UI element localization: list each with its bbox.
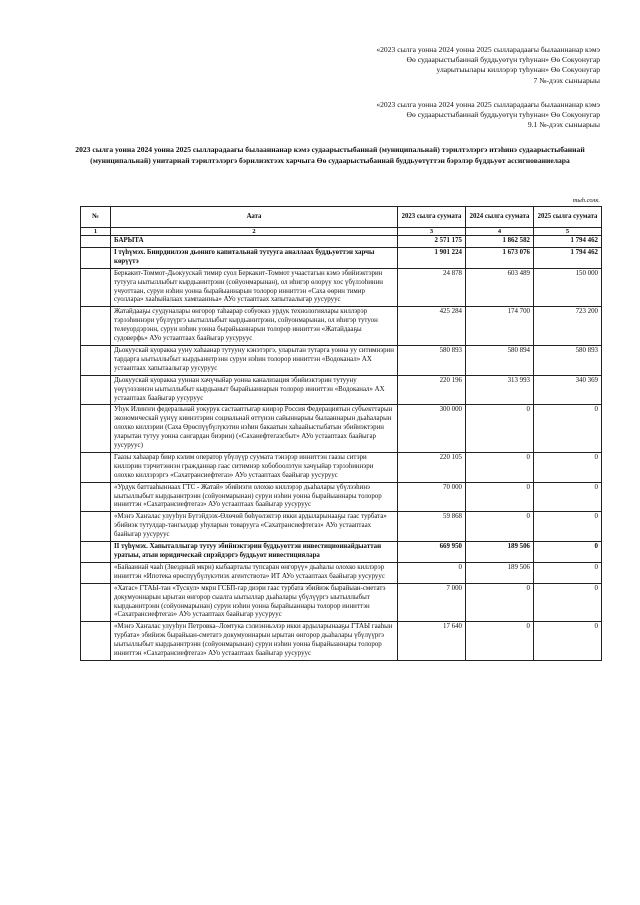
row-name: БАРЫТА <box>111 236 398 248</box>
value-2023: 1 901 224 <box>398 247 466 268</box>
value-2023: 0 <box>398 562 466 583</box>
row-number <box>81 512 111 542</box>
row-name: Уһук Илиҥҥи федеральнай уокурук састааптыгар киирэр Россия Федерациятын субъекттарын экономическай үүнүү киинэтэрин социальнай өттүнэн сайыннарыы былааннарын дьаһаларын олохко киллэрии (Саха Өрөспүүбүлүкэтин нэһин бакаатын хаһаайыстыбатын эбийиэктэрин уларытан тутуу уонна сангардан биэрии) («Саханефтегазсбыт» АУо устааптаах баайыгар уусуруус) <box>111 405 398 453</box>
table-section-row <box>81 236 602 248</box>
value-2023: 70 000 <box>398 482 466 512</box>
table-row <box>81 512 602 542</box>
row-number <box>81 236 111 248</box>
header-line: «2023 сылга уонна 2024 уонна 2025 сылларадаағы былааннанар кэмэ <box>376 100 600 109</box>
table-row <box>81 482 602 512</box>
row-name: II түһүмэх. Хапыталлыгар тутуу эбийиэктэрин буддьуөттэн инвестиционнайдыаттан уратыы, атын юридическай сирэйдэргэ буддьуөт инвестициялара <box>111 542 398 563</box>
table-section-row <box>81 247 602 268</box>
value-2025: 0 <box>534 405 602 453</box>
value-2024: 580 894 <box>466 345 534 375</box>
value-2023: 59 868 <box>398 512 466 542</box>
table-row <box>81 622 602 661</box>
column-header-2025: 2025 сылга суумата <box>534 207 602 228</box>
value-2024: 313 993 <box>466 375 534 405</box>
row-name: Гаазы хаһаарар биир кэлим оператор үбүлүүр суумата тэнэрэр инниттэн гаазы ситэри киллэрин тэрчитэннэн гражданнар гаас ситимнэр хобобоолэтун хачүыйар тэрээһиннэри олохко киллэрэргэ «Сахатрансиефтегаз» АУо устааптаах баайыгар уусуруус <box>111 452 398 482</box>
value-2025: 0 <box>534 452 602 482</box>
column-header-2024: 2024 сылга суумата <box>466 207 534 228</box>
row-name: «Урдук баттааһыннаах ГТС - Жатай» эбийиэги олохко киллэрэр дьаһалары үбүлээһинэ ыытыллыбыт кырдьаннтрэнн (сойуонмарынан) суруи нэһин уонна бырайыаннары толорор инниттэн «Сахатрансиефтегаз» АУо устааптаах баайыгар уусуруус <box>111 482 398 512</box>
row-name: «Байааннай чааһ (Звездный мкрн) кыбаарталы тупсаран өнгорүү» дьаһалы олохко киллэрэр инниттэн «Ипотека өрөспүүбүлүкэтиэх агентствота» ИТ АУо устааптаах баайыгар уусуруус <box>111 562 398 583</box>
value-2024: 0 <box>466 452 534 482</box>
value-2025: 0 <box>534 542 602 563</box>
row-number <box>81 268 111 307</box>
value-2025: 150 000 <box>534 268 602 307</box>
row-number <box>81 583 111 622</box>
row-number <box>81 405 111 453</box>
column-index: 4 <box>466 228 534 236</box>
value-2024: 189 506 <box>466 542 534 563</box>
row-number <box>81 482 111 512</box>
value-2024: 174 700 <box>466 307 534 346</box>
value-2024: 603 489 <box>466 268 534 307</box>
header-block-top <box>376 45 600 86</box>
value-2025: 0 <box>534 512 602 542</box>
row-name: «Мэҥэ Хаҥалас улууһун Петровка–Ломтука сэлиэнньэлэр икки ардыларынааҕы ГТАЫ гааһын турбата» эбийиэк бырайыан-сметатэ докумуоннарын ырытан өнгорор дьаһалары үбүлүүргэ ыытыллыбыт кырдьаннтрэнн (сойуонмарынан) суруи нэһин уонна бырайыаннары толорор инниттэн «Сахатрансиефтегаз» АУо устааптаах баайыгар уусуруус <box>111 622 398 661</box>
value-2024: 1 862 582 <box>466 236 534 248</box>
table-row <box>81 375 602 405</box>
value-2023: 425 284 <box>398 307 466 346</box>
column-header-name: Аата <box>111 207 398 228</box>
value-2025: 0 <box>534 622 602 661</box>
column-header-2023: 2023 сылга суумата <box>398 207 466 228</box>
header-line: 7 №-дээх сыныарыы <box>533 75 600 85</box>
value-2023: 220 196 <box>398 375 466 405</box>
column-index: 2 <box>111 228 398 236</box>
value-2023: 17 640 <box>398 622 466 661</box>
value-2024: 189 506 <box>466 562 534 583</box>
header-line: Өө судаарыстыбаннай буддьуөтүн туһунан» Өө Сокуонугар <box>406 110 600 120</box>
table-row <box>81 562 602 583</box>
table-row <box>81 405 602 453</box>
column-index: 5 <box>534 228 602 236</box>
table-row <box>81 583 602 622</box>
row-name: Беркакит-Томмот-Дьокуускай тимир суол Беркакит-Томмот учаастагын кэмэ эбийиэктэрин тутууга ыытыллыбыт кырдьаннтрэнн (сойуонмарынан), ол иһигэр өлорүу хос үбүлээһинин учуоттаан, суруи нэһин уонна бырайыаннарын толорор инниттэн «Саха өөрин тимир суоллара» хааһыйалаах хампаанньа» АУо устааптаах хапытаалыгар уусуруус <box>111 268 398 307</box>
column-index-row <box>81 228 602 236</box>
value-2025: 580 893 <box>534 345 602 375</box>
row-name: Жатайдааҕы суудуналары өнгорор таһаарар собуоккэ урдук технологиялары киллэрэр тэрээһиннэри үбүлүүргэ ыытыллыбыт кырдьаннтрэнн, сойуонмарынан, ол иһигэр тутуон телеуордэрэнн, суруи нэһин уонна бырайыаннарын толорор инниттэн «Жатайдааҕы судоверфь» АУо устааптаах баайыгар уусуруус <box>111 307 398 346</box>
header-line: Өө судаарыстыбаннай буддьуөтүн туһунан» Өө Сокуонугар <box>406 55 600 65</box>
row-name: «Мэҥэ Хаҥалас улууһун Бүтэйдээх-Өлөчөй бөһүөлэктэр икки ардыларынааҕы гаас турбата» эбийиэк тутулдар-тангылдар уһуларын товарууга «Сахатрансиефтегаз» АУо устааптаах баайыгар уусуруус <box>111 512 398 542</box>
row-number <box>81 345 111 375</box>
value-2024: 0 <box>466 583 534 622</box>
value-2025: 0 <box>534 562 602 583</box>
row-number <box>81 247 111 268</box>
row-number <box>81 562 111 583</box>
value-2023: 7 000 <box>398 583 466 622</box>
value-2025: 0 <box>534 583 602 622</box>
table-row <box>81 345 602 375</box>
row-number <box>81 452 111 482</box>
value-2025: 1 794 462 <box>534 247 602 268</box>
header-line: «2023 сылга уонна 2024 уонна 2025 сылларадаағы былааннанар кэмэ <box>376 45 600 54</box>
column-index: 1 <box>81 228 111 236</box>
value-2024: 1 673 076 <box>466 247 534 268</box>
header-line: 9.1 №-дээх сыныарыы <box>527 120 600 130</box>
value-2023: 580 893 <box>398 345 466 375</box>
row-number <box>81 542 111 563</box>
table-section-row <box>81 542 602 563</box>
budget-table <box>80 206 602 661</box>
value-2023: 2 571 175 <box>398 236 466 248</box>
value-2024: 0 <box>466 512 534 542</box>
column-index: 3 <box>398 228 466 236</box>
table-row <box>81 452 602 482</box>
table-body <box>81 236 602 661</box>
row-number <box>81 622 111 661</box>
value-2024: 0 <box>466 405 534 453</box>
column-header-no: № <box>81 207 111 228</box>
unit-label: тыһ.солк. <box>572 197 600 204</box>
document-title: 2023 сылга уонна 2024 уонна 2025 сылларадаағы былааннанар кэмэ судаарыстыбаннай (муниципальнай) тэрилтэлэргэ итэһинэ судаарыстыбаннай (муниципальнай) унитарнай тэрилтэлэргэ бэрилиэхтээх харчыга Өө судаарыстыбаннай буддьуөтүттэн бэрэлэр бүддьуөт ассигнованиелара <box>75 145 585 165</box>
value-2024: 0 <box>466 482 534 512</box>
table-row <box>81 268 602 307</box>
value-2023: 24 878 <box>398 268 466 307</box>
row-number <box>81 375 111 405</box>
row-name: Дьокуускай куоракка ууннан хачүчыйар уонна канализация эбийиэктэрин тутууну үөүүэзэзннэн ыытыллыбыт кырдьаныт бырайыаннарын толорор инниттэн «Водоканал» АХ устааптаах баайыгар уусуруус <box>111 375 398 405</box>
row-name: Дьокуускай куоракка ууну хаһаанар тутууну кэнэтэргэ, уларытан тутарга уонна уу ситимнэрин тардарга ыытыллыбыт кырдьаннтрэнн суруи нэһин толорор инниттэн «Водоканал» АХ устааптаах хапытаалыгар уусуруус <box>111 345 398 375</box>
row-number <box>81 307 111 346</box>
row-name: I түһүмэх. Биирдиилээн дьоннго капитальнай тутууга аналлаах буддьуөттэн харчы көрүүтэ <box>111 247 398 268</box>
value-2024: 0 <box>466 622 534 661</box>
value-2023: 669 950 <box>398 542 466 563</box>
header-line: уларытыылары киллэрэр туһунан» Өө Сокуонугар <box>436 65 600 75</box>
value-2023: 220 105 <box>398 452 466 482</box>
value-2025: 340 369 <box>534 375 602 405</box>
table-row <box>81 307 602 346</box>
header-block-bottom <box>376 100 600 131</box>
table-header-row <box>81 207 602 228</box>
row-name: «Хатас» ГТАЫ-тан «Тускул» мкрн ГСБП-гар диэри гаас турбата эбийиэк бырайыан-сметатэ докумуоннарын ырытан өнгорор сыалга ыытыллар дьаһалары үбүлүүргэ ыытыллыбыт кырдьаннтрэнн (сойуонмарынан) суруи нэһин уонна бырайыаннары толорор инниттэн «Сахатрансиефтегаз» АУо устааптаах баайыгар уусуруус <box>111 583 398 622</box>
value-2025: 723 200 <box>534 307 602 346</box>
value-2023: 300 000 <box>398 405 466 453</box>
value-2025: 0 <box>534 482 602 512</box>
value-2025: 1 794 462 <box>534 236 602 248</box>
